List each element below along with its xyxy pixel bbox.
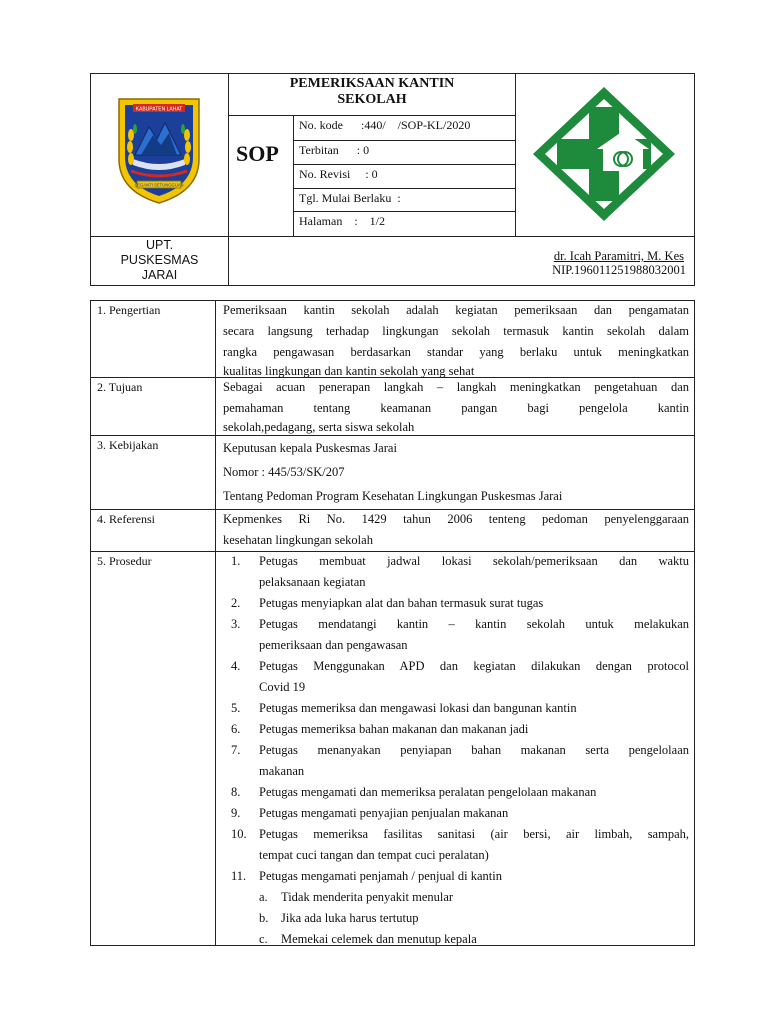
step-number: 2. — [231, 596, 241, 610]
procedure-step — [223, 803, 689, 824]
step-text: Petugas memeriksa fasilitas sanitasi (air bersi, air limbah, sampah, — [259, 827, 689, 841]
step-text: Petugas menanyakan penyiapan bahan makanan serta pengelolaan — [259, 743, 689, 757]
procedure-step — [223, 593, 689, 614]
section-label-prosedur: 5. Prosedur — [97, 554, 152, 568]
procedure-step — [223, 824, 689, 866]
step-text: Petugas membuat jadwal lokasi sekolah/pemeriksaan dan waktu — [259, 554, 689, 568]
section-label-kebijakan: 3. Kebijakan — [97, 438, 159, 452]
signer-name: dr. Icah Paramitri, M. Kes — [553, 249, 684, 263]
step-text: Petugas menyiapkan alat dan bahan termasuk surat tugas — [259, 596, 544, 610]
line: Kepmenkes Ri No. 1429 tahun 2006 tenteng pedoman penyelenggaraan — [223, 512, 689, 526]
procedure-step — [223, 719, 689, 740]
section-content-pengertian — [223, 300, 689, 379]
section-label-referensi: 4. Referensi — [97, 512, 155, 526]
line: rangka pengawasan berdasarkan standar yang berlaku untuk meningkatkan — [223, 345, 689, 359]
procedure-step — [223, 551, 689, 593]
field-tgl-mulai: Tgl. Mulai Berlaku : — [299, 191, 401, 205]
step-text: Covid 19 — [259, 680, 306, 694]
step-text: pelaksanaan kegiatan — [259, 575, 366, 589]
logo-text-top: KABUPATEN LAHAT — [135, 106, 183, 113]
substep-letter: b. — [259, 911, 269, 925]
line: Nomor : 445/53/SK/207 — [223, 465, 345, 479]
step-text: tempat cuci tangan dan tempat cuci peralatan) — [259, 848, 489, 862]
substep-letter: a. — [259, 890, 268, 904]
substep-letter: c. — [259, 932, 268, 946]
title-line-2: SEKOLAH — [337, 92, 407, 107]
line: kualitas lingkungan dan kantin sekolah yang sehat — [223, 364, 475, 378]
kabupaten-lahat-logo — [111, 95, 207, 205]
section-content-referensi — [223, 509, 689, 551]
step-text: Petugas mengamati penjamah / penjual di kantin — [259, 869, 502, 883]
procedure-substep — [223, 887, 689, 908]
line: pemahaman tentang keamanan pangan bagi pengelola kantin — [223, 401, 689, 415]
section-content-kebijakan — [223, 436, 689, 508]
line: Pemeriksaan kantin sekolah adalah kegiatan pemeriksaan dan pengamatan — [223, 303, 689, 317]
step-number: 10. — [231, 827, 247, 841]
sop-body-table — [90, 300, 695, 946]
step-text: Petugas memeriksa dan mengawasi lokasi dan bangunan kantin — [259, 701, 577, 715]
field-halaman: Halaman : 1/2 — [299, 214, 385, 228]
substep-text: Memekai celemek dan menutup kepala — [281, 932, 477, 946]
signer-nip: NIP.196011251988032001 — [552, 263, 686, 277]
line: sekolah,pedagang, serta siswa sekolah — [223, 420, 415, 434]
step-number: 9. — [231, 806, 241, 820]
step-number: 5. — [231, 701, 241, 715]
section-label-pengertian: 1. Pengertian — [97, 303, 161, 317]
step-text: Petugas memeriksa bahan makanan dan makanan jadi — [259, 722, 529, 736]
field-no-kode: No. kode :440/ /SOP-KL/2020 — [299, 118, 471, 132]
procedure-step — [223, 740, 689, 782]
step-text: Petugas Menggunakan APD dan kegiatan dilakukan dengan protocol — [259, 659, 689, 673]
step-number: 7. — [231, 743, 241, 757]
sop-label: SOP — [236, 141, 279, 166]
step-text: Petugas mengamati penyajian penjualan makanan — [259, 806, 509, 820]
section-label-tujuan: 2. Tujuan — [97, 380, 143, 394]
field-terbitan: Terbitan : 0 — [299, 143, 370, 157]
step-text: Petugas mengamati dan memeriksa peralatan pengelolaan makanan — [259, 785, 597, 799]
line: Tentang Pedoman Program Kesehatan Lingkungan Puskesmas Jarai — [223, 489, 563, 503]
procedure-step — [223, 782, 689, 803]
step-text: Petugas mendatangi kantin – kantin sekolah untuk melakukan — [259, 617, 689, 631]
procedure-substep — [223, 908, 689, 929]
puskesmas-logo — [529, 83, 679, 225]
logo-text-bottom: SEGANTI SETUNGGUAN — [134, 182, 184, 188]
field-no-revisi: No. Revisi : 0 — [299, 167, 378, 181]
procedure-substep — [223, 929, 689, 950]
procedure-step — [223, 866, 689, 887]
document-title — [229, 76, 515, 108]
section-content-tujuan — [223, 377, 689, 435]
step-number: 1. — [231, 554, 241, 568]
step-number: 8. — [231, 785, 241, 799]
procedure-list — [223, 551, 689, 950]
step-number: 4. — [231, 659, 241, 673]
step-number: 6. — [231, 722, 241, 736]
line: kesehatan lingkungan sekolah — [223, 533, 373, 547]
procedure-step — [223, 656, 689, 698]
sop-header-table — [90, 73, 695, 286]
line: secara langsung terhadap lingkungan sekolah termasuk kantin sekolah dalam — [223, 324, 689, 338]
procedure-step — [223, 614, 689, 656]
procedure-step — [223, 698, 689, 719]
line: Sebagai acuan penerapan langkah – langkah meningkatkan pengetahuan dan — [223, 380, 689, 394]
org-line-2: PUSKESMAS — [120, 253, 199, 267]
step-text: makanan — [259, 764, 305, 778]
substep-text: Tidak menderita penyakit menular — [281, 890, 454, 904]
org-line-3: JARAI — [141, 268, 178, 282]
step-number: 11. — [231, 869, 247, 883]
substep-text: Jika ada luka harus tertutup — [281, 911, 419, 925]
line: Keputusan kepala Puskesmas Jarai — [223, 441, 397, 455]
org-line-1: UPT. — [145, 238, 174, 252]
title-line-1: PEMERIKSAAN KANTIN — [289, 76, 455, 91]
step-text: pemeriksaan dan pengawasan — [259, 638, 408, 652]
step-number: 3. — [231, 617, 241, 631]
organization-name — [91, 238, 228, 283]
